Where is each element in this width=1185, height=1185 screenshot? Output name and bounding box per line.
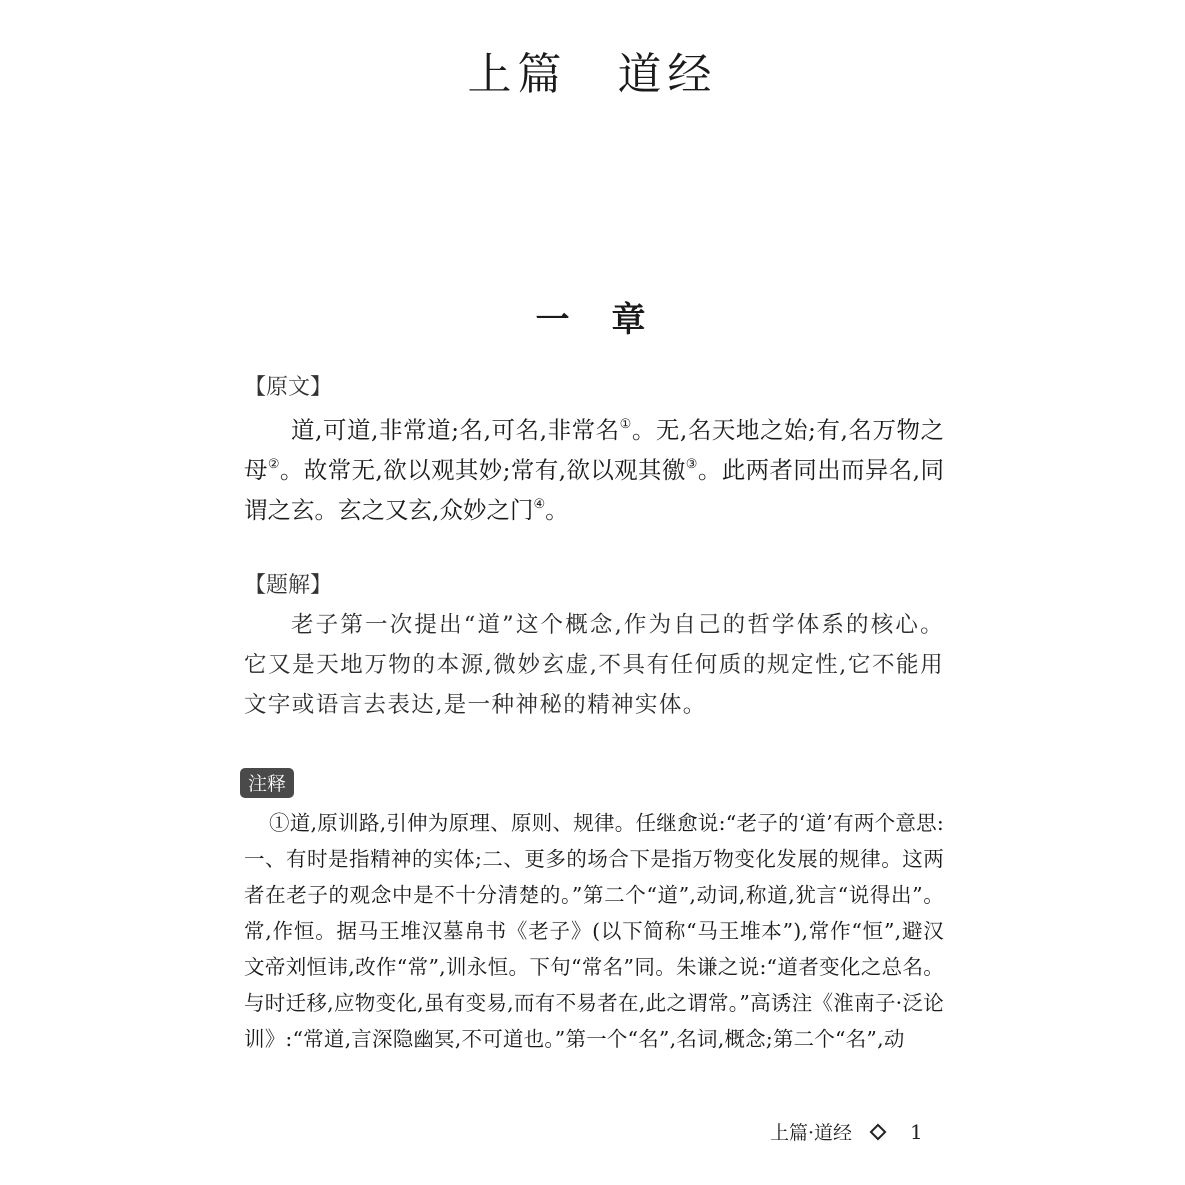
chapter-title: 一 章 xyxy=(535,300,650,340)
yuanwen-text: 道,可道,非常道;名,可名,非常名①。无,名天地之始;有,名万物之母②。故常无,欲以观其妙;常有,欲以观其徼③。此两者同出而异名,同谓之玄。玄之又玄,众妙之门④。 xyxy=(244,416,944,524)
notes-badge: 注释 xyxy=(240,768,294,798)
note-ref-2[interactable]: ② xyxy=(267,457,280,472)
page-number: 1 xyxy=(910,1119,923,1144)
note-ref-1[interactable]: ① xyxy=(619,417,632,432)
part-title: 上篇 道经 xyxy=(467,49,718,100)
tijie-label: 【题解】 xyxy=(244,573,333,598)
yuanwen-label: 【原文】 xyxy=(244,375,333,400)
diamond-icon xyxy=(870,1123,887,1140)
notes-text: ①道,原训路,引伸为原理、原则、规律。任继愈说:“老子的‘道’有两个意思:一、有时是指精神的实体;二、更多的场合下是指万物变化发展的规律。这两者在老子的观念中是不十分清楚的。”第二个“道”,动词,称道,犹言“说得出”。常,作恒。据马王堆汉墓帛书《老子》(以下简称“马王堆本”),常作“恒”,避汉文帝刘恒讳,改作“常”,训永恒。下句“常名”同。朱谦之说:“道者变化之总名。与时迁移,应物变化,虽有变易,而有不易者在,此之谓常。”高诱注《淮南子·泛论训》:“常道,言深隐幽冥,不可道也。”第一个“名”,名词,概念;第二个“名”,动 xyxy=(244,811,944,1051)
page-footer xyxy=(770,1118,923,1145)
note-ref-4[interactable]: ④ xyxy=(533,497,546,512)
running-head: 上篇·道经 xyxy=(770,1122,853,1144)
note-ref-3[interactable]: ③ xyxy=(685,457,698,472)
tijie-text: 老子第一次提出“道”这个概念,作为自己的哲学体系的核心。它又是天地万物的本源,微妙玄虚,不具有任何质的规定性,它不能用文字或语言去表达,是一种神秘的精神实体。 xyxy=(244,612,944,718)
